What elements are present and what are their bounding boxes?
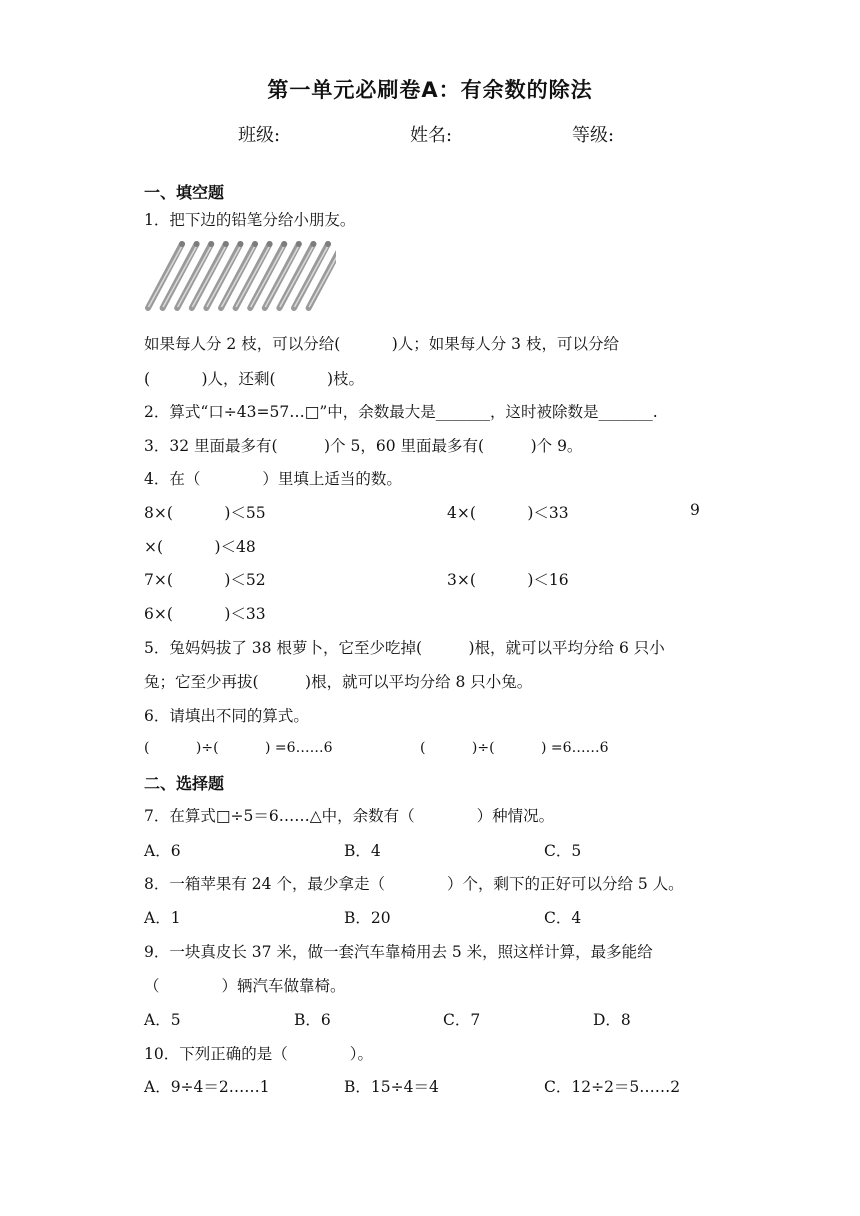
q3-text: 3．32 里面最多有( )个 5，60 里面最多有( )个 9。 xyxy=(144,437,583,455)
q1-line1: 如果每人分 2 枝，可以分给( )人；如果每人分 3 枝，可以分给 xyxy=(144,335,619,353)
section-heading-choice: 二、选择题 xyxy=(144,774,225,793)
q9-option-b: B．6 xyxy=(294,1011,331,1029)
class-label: 班级: xyxy=(238,125,281,146)
pencil-end xyxy=(208,241,214,247)
grade-label: 等级: xyxy=(572,125,615,146)
q9-option-d: D．8 xyxy=(593,1011,631,1029)
q6-expression-2: ( )÷( ) =6……6 xyxy=(420,740,609,756)
q4-row1-expr-a: 8×( )＜55 xyxy=(144,504,266,522)
q10-prompt: 10．下列正确的是（ ）。 xyxy=(144,1045,373,1063)
q4-row1-expr-c: 9 xyxy=(690,501,700,519)
q2-text: 2．算式“口÷43=57…□”中，余数最大是_______，这时被除数是_______. xyxy=(144,403,658,421)
q4-row3-expr-b: 3×( )＜16 xyxy=(447,571,569,589)
pencil-end xyxy=(296,241,302,247)
q10-option-a: A．9÷4＝2……1 xyxy=(144,1078,270,1096)
pencil-end xyxy=(267,241,273,247)
pencil-end xyxy=(310,241,316,247)
q5-line1: 5．兔妈妈拔了 38 根萝卜，它至少吃掉( )根，就可以平均分给 6 只小 xyxy=(144,639,665,657)
pencil-end xyxy=(223,241,229,247)
q5-line2: 兔；它至少再拔( )根，就可以平均分给 8 只小兔。 xyxy=(144,673,533,691)
pencil-end xyxy=(281,241,287,247)
q8-option-b: B．20 xyxy=(344,909,391,927)
pencil-end xyxy=(179,241,185,247)
q6-prompt: 6．请填出不同的算式。 xyxy=(144,707,309,725)
q9-line1: 9．一块真皮长 37 米，做一套汽车靠椅用去 5 米，照这样计算，最多能给 xyxy=(144,943,653,961)
q10-option-b: B．15÷4＝4 xyxy=(344,1078,439,1096)
q4-row4-expr: 6×( )＜33 xyxy=(144,605,266,623)
q9-option-a: A．5 xyxy=(144,1011,181,1029)
q4-row3-expr-a: 7×( )＜52 xyxy=(144,571,266,589)
q8-option-c: C．4 xyxy=(544,909,582,927)
q7-option-b: B．4 xyxy=(344,842,381,860)
q7-prompt: 7．在算式□÷5＝6……△中，余数有（ ）种情况。 xyxy=(144,807,555,825)
q4-prompt: 4．在（ ）里填上适当的数。 xyxy=(144,470,402,488)
q7-option-c: C．5 xyxy=(544,842,582,860)
q10-option-c: C．12÷2＝5……2 xyxy=(544,1078,681,1096)
q8-option-a: A．1 xyxy=(144,909,181,927)
pencil-end xyxy=(194,241,200,247)
q7-option-a: A．6 xyxy=(144,842,181,860)
pencil-end xyxy=(237,241,243,247)
pencil-end xyxy=(252,241,258,247)
q4-row1-expr-b: 4×( )＜33 xyxy=(447,504,569,522)
q1-line2: ( )人，还剩( )枝。 xyxy=(144,370,365,388)
q1-prompt: 1．把下边的铅笔分给小朋友。 xyxy=(144,211,356,229)
page-title: 第一单元必刷卷A：有余数的除法 xyxy=(267,78,593,102)
q9-line2: （ ）辆汽车做靠椅。 xyxy=(144,977,346,995)
q6-expression-1: ( )÷( ) =6……6 xyxy=(144,740,333,756)
q8-prompt: 8．一箱苹果有 24 个，最少拿走（ ）个，剩下的正好可以分给 5 人。 xyxy=(144,875,684,893)
pencils-image xyxy=(144,240,336,312)
section-heading-fill-blank: 一、填空题 xyxy=(144,183,225,202)
q9-option-c: C．7 xyxy=(443,1011,481,1029)
name-label: 姓名: xyxy=(410,125,453,146)
q4-row2-expr: ×( )＜48 xyxy=(144,538,256,556)
pencil-end xyxy=(325,241,331,247)
